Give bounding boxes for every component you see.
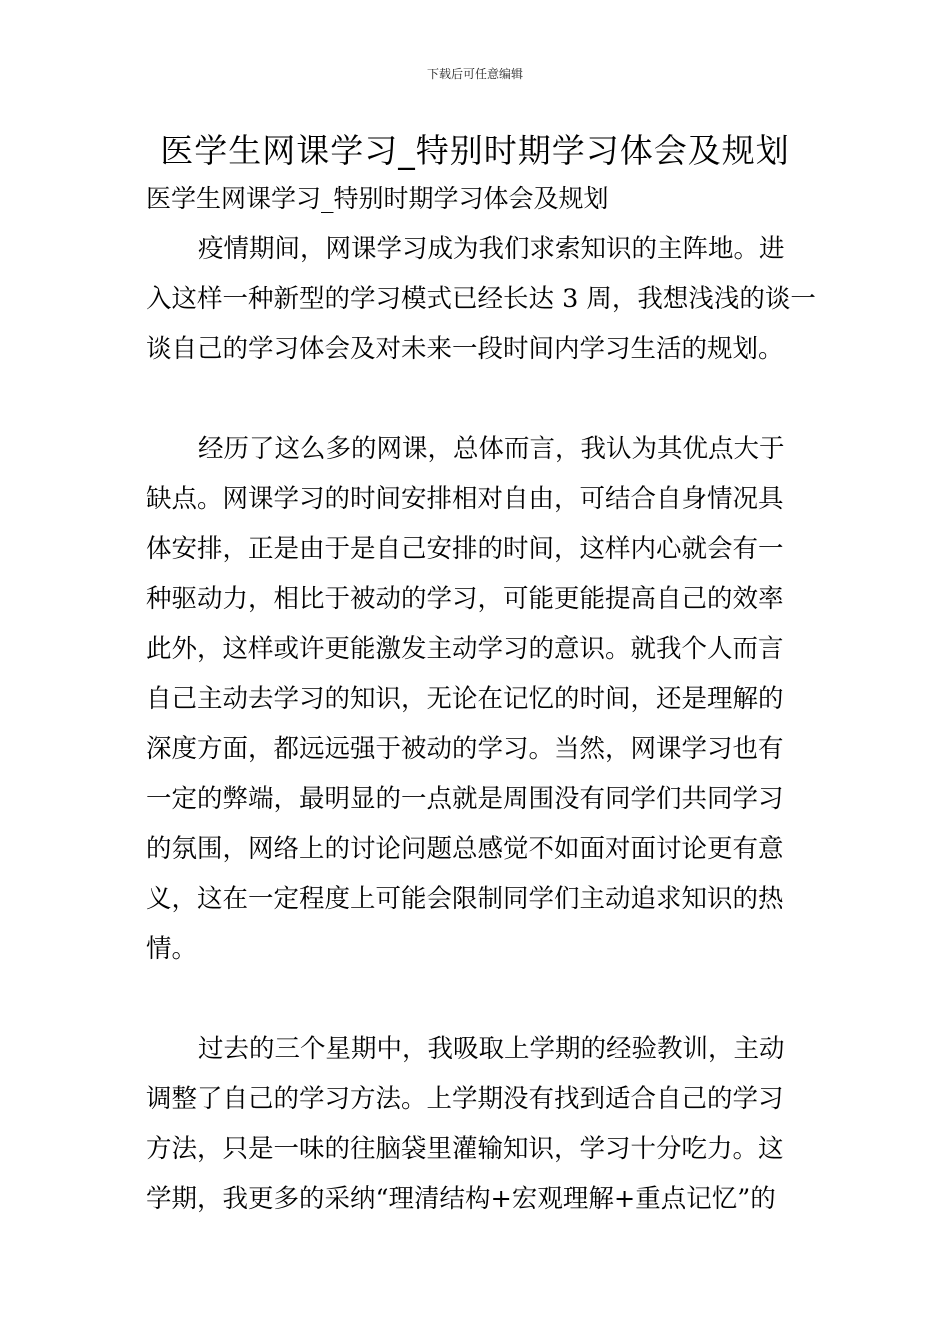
- header-note: 下载后可任意编辑: [426, 67, 523, 81]
- paragraph-2: [146, 424, 806, 974]
- paragraph-line: 此外，这样或许更能激发主动学习的意识。就我个人而言: [146, 634, 784, 664]
- paragraph-1: [146, 224, 816, 374]
- paragraph-line: 体安排，正是由于是自己安排的时间，这样内心就会有一: [146, 534, 784, 564]
- paragraph-line: 入这样一种新型的学习模式已经长达 3 周，我想浅浅的谈一: [146, 284, 816, 314]
- paragraph-line: 调整了自己的学习方法。上学期没有找到适合自己的学习: [146, 1084, 784, 1114]
- paragraph-line: 方法，只是一味的往脑袋里灌输知识，学习十分吃力。这: [146, 1134, 784, 1164]
- paragraph-line: 谈自己的学习体会及对未来一段时间内学习生活的规划。: [146, 334, 784, 364]
- paragraph-line: 情。: [146, 934, 198, 964]
- paragraph-line: 过去的三个星期中，我吸取上学期的经验教训，主动: [198, 1034, 785, 1064]
- paragraph-line: 种驱动力，相比于被动的学习，可能更能提高自己的效率: [146, 584, 784, 614]
- paragraph-line: 的氛围，网络上的讨论问题总感觉不如面对面讨论更有意: [146, 834, 784, 864]
- paragraph-line: 学期，我更多的采纳“理清结构+宏观理解+重点记忆”的: [146, 1184, 776, 1214]
- paragraph-3: [146, 1024, 806, 1224]
- paragraph-line: 义，这在一定程度上可能会限制同学们主动追求知识的热: [146, 884, 784, 914]
- paragraph-line: 自己主动去学习的知识，无论在记忆的时间，还是理解的: [146, 684, 784, 714]
- paragraph-line: 深度方面，都远远强于被动的学习。当然，网课学习也有: [146, 734, 784, 764]
- paragraph-line: 经历了这么多的网课，总体而言，我认为其优点大于: [198, 434, 785, 464]
- paragraph-line: 缺点。网课学习的时间安排相对自由，可结合自身情况具: [146, 484, 784, 514]
- document-subtitle: 医学生网课学习_特别时期学习体会及规划: [146, 184, 609, 213]
- document-title: 医学生网课学习_特别时期学习体会及规划: [160, 131, 790, 170]
- paragraph-line: 一定的弊端，最明显的一点就是周围没有同学们共同学习: [146, 784, 784, 814]
- paragraph-line: 疫情期间，网课学习成为我们求索知识的主阵地。进: [198, 234, 785, 264]
